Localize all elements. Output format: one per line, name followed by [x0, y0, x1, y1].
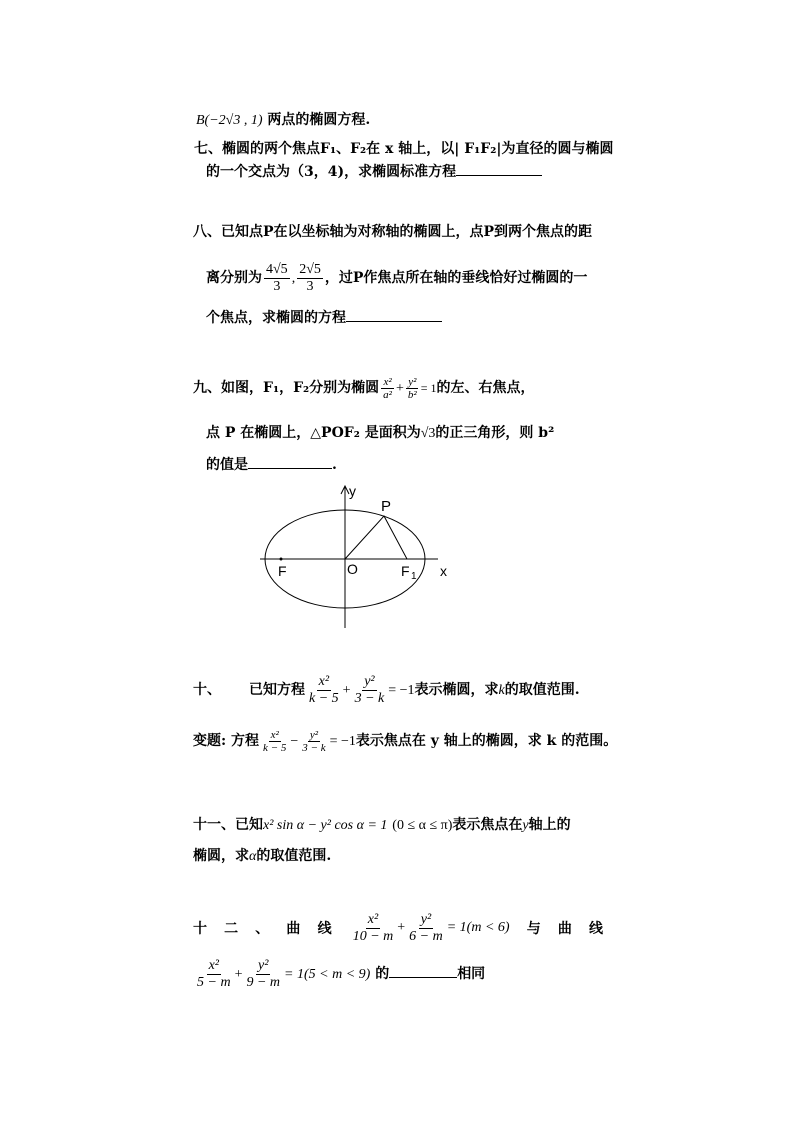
q11-expr: x² sin α − y² cos α = 1: [263, 818, 388, 833]
q9-line2-pre: 点 P 在椭圆上，△POF₂ 是面积为: [206, 425, 421, 441]
q9-line3-text: 的值是: [206, 457, 248, 473]
q12-c3: 、: [255, 921, 270, 937]
point-b: B(−2√3 , 1): [196, 113, 263, 128]
q8-line3: [206, 307, 442, 328]
q12-equation1: [349, 912, 510, 945]
q8-frac2-den: 3: [306, 278, 314, 294]
q7-answer-blank: [456, 161, 542, 176]
q8-line3-text: 个焦点，求椭圆的方程: [206, 310, 346, 326]
q11-line2: [193, 846, 331, 867]
q12-l2-frac2-den: 9 − m: [246, 974, 281, 990]
q10-frac1-num: x²: [318, 673, 330, 689]
q8-line2: [206, 258, 587, 299]
q12-frac2: [407, 912, 445, 945]
label-f1: F: [401, 563, 410, 579]
q12-c4: 曲: [286, 921, 301, 937]
q10-mid: 表示椭圆，求: [414, 682, 499, 698]
label-f: F: [278, 563, 287, 579]
q12-l2-frac1: [195, 958, 233, 991]
q9-yfrac-den: b²: [407, 388, 417, 401]
label-f1-sub: 1: [411, 571, 417, 582]
q7-line2: [206, 161, 542, 182]
q10v-frac1: [261, 729, 288, 754]
q9-period: .: [332, 457, 337, 473]
q12-frac2-num: y²: [420, 911, 432, 927]
q11-line2-pre: 椭圆，求: [193, 848, 249, 864]
q11-mid: 表示焦点在: [452, 817, 523, 833]
q12-answer-blank: [389, 963, 457, 978]
q8-line2-post: ，过P作焦点所在轴的垂线恰好过椭圆的一: [324, 270, 588, 286]
q8-frac2: [297, 262, 323, 295]
q12-rhs2: = 1(5 < m < 9): [284, 967, 371, 982]
q9-plus: +: [395, 381, 404, 396]
q12-c6: 曲: [557, 921, 572, 937]
q12-l2-frac2: [244, 958, 282, 991]
q12-yu: 与: [526, 921, 541, 937]
q9-yfrac: [406, 376, 419, 401]
label-p: P: [381, 498, 392, 515]
q10v-minus: −: [290, 734, 299, 749]
q12-l2-frac2-num: y²: [258, 957, 269, 973]
q12-l2-plus: +: [234, 967, 243, 982]
q12-frac2-den: 6 − m: [409, 928, 443, 944]
q12-frac1-num: x²: [367, 911, 379, 927]
q11-alpha: α: [249, 849, 257, 864]
q9-xfrac-den: a²: [383, 388, 392, 401]
q9-line2: [206, 423, 554, 444]
q8-frac2-num: 2√5: [299, 261, 321, 277]
q12-line2: [193, 954, 485, 995]
q10v-frac2-den: 3 − k: [302, 741, 326, 754]
q10v-frac1-num: x²: [270, 728, 279, 741]
q8-frac1-den: 3: [273, 278, 281, 294]
q9-xfrac-num: x²: [383, 375, 392, 388]
q7-line1: 七、椭圆的两个焦点F₁、F₂在 x 轴上，以| F₁F₂|为直径的圆与椭圆: [194, 141, 614, 157]
q10-k: k: [498, 683, 505, 698]
q12-c1: 十: [193, 921, 207, 937]
focus-f-dot: [280, 558, 283, 561]
q11-line2-post: 的取值范围.: [256, 848, 332, 864]
ellipse-figure: [250, 480, 460, 630]
q9-sqrt3: √3: [420, 426, 436, 441]
q10v-frac2-num: y²: [309, 728, 319, 741]
q12-de: 的: [375, 966, 390, 982]
continuation-line: [196, 110, 370, 131]
q12-c7: 线: [589, 921, 603, 937]
q9-line2-post: 的正三角形，则 b²: [435, 425, 555, 441]
q10v-frac1-den: k − 5: [263, 741, 287, 754]
q12-c5: 线: [317, 921, 332, 937]
q12-frac1-den: 10 − m: [352, 928, 394, 944]
q9-line1-pre: 九、如图，F₁，F₂分别为椭圆: [193, 380, 380, 396]
q7-line2-text: 的一个交点为（3，4)，求椭圆标准方程: [206, 164, 457, 180]
q8-frac1-num: 4√5: [266, 261, 288, 277]
q12-rhs1: = 1(m < 6): [446, 920, 510, 935]
label-o: O: [347, 561, 358, 577]
q12-frac1: [351, 912, 396, 945]
q9-line1: [193, 368, 534, 409]
q10v-rhs: = −1: [329, 734, 356, 749]
label-y: y: [349, 483, 356, 499]
q10-rhs: = −1: [388, 683, 415, 698]
q10v-post: 表示焦点在 y 轴上的椭圆，求 k 的范围。: [355, 733, 618, 749]
q10-frac2-den: 3 − k: [354, 690, 385, 706]
continuation-text: 两点的椭圆方程.: [267, 112, 371, 128]
q8-line2-pre: 离分别为: [206, 270, 262, 286]
q10-variant-line: [193, 721, 617, 762]
q12-c2: 二: [224, 921, 239, 937]
q10-frac1: [307, 674, 341, 707]
q12-plus: +: [397, 920, 406, 935]
q11-cond: (0 ≤ α ≤ π): [392, 818, 453, 833]
q12-l2-frac1-num: x²: [208, 957, 219, 973]
q12-post: 相同: [457, 966, 486, 982]
q9-line1-post: 的左、右焦点，: [436, 380, 535, 396]
q10-plus: +: [342, 683, 351, 698]
q11-pre: 十一、已知: [193, 817, 263, 833]
q8-comma: ,: [291, 271, 296, 286]
q10-pre: 已知方程: [249, 682, 305, 698]
q8-answer-blank: [346, 307, 442, 322]
q8-frac1: [264, 262, 290, 295]
q12-l2-frac1-den: 5 − m: [197, 974, 231, 990]
q10v-pre: 变题: 方程: [193, 733, 260, 749]
q10-frac2-num: y²: [364, 673, 375, 689]
q12-line1: [193, 906, 603, 950]
q9-line3: [206, 454, 337, 475]
q10-number: 十、: [193, 682, 221, 698]
q10-line: [193, 670, 580, 711]
q10-frac2: [353, 674, 387, 707]
q9-yfrac-num: y²: [408, 375, 417, 388]
q11-yvar: y: [522, 818, 529, 833]
q8-line1: 八、已知点P在以坐标轴为对称轴的椭圆上，点P到两个焦点的距: [193, 224, 593, 240]
q9-answer-blank: [248, 454, 332, 469]
label-x: x: [440, 563, 447, 579]
q10-frac1-den: k − 5: [309, 690, 339, 706]
q10-post: 的取值范围.: [504, 682, 580, 698]
q9-rhs: = 1: [420, 381, 437, 395]
q10v-frac2: [300, 729, 327, 754]
q9-xfrac: [381, 376, 394, 401]
q11-post: 轴上的: [528, 817, 571, 833]
q11-line1: [193, 815, 571, 836]
